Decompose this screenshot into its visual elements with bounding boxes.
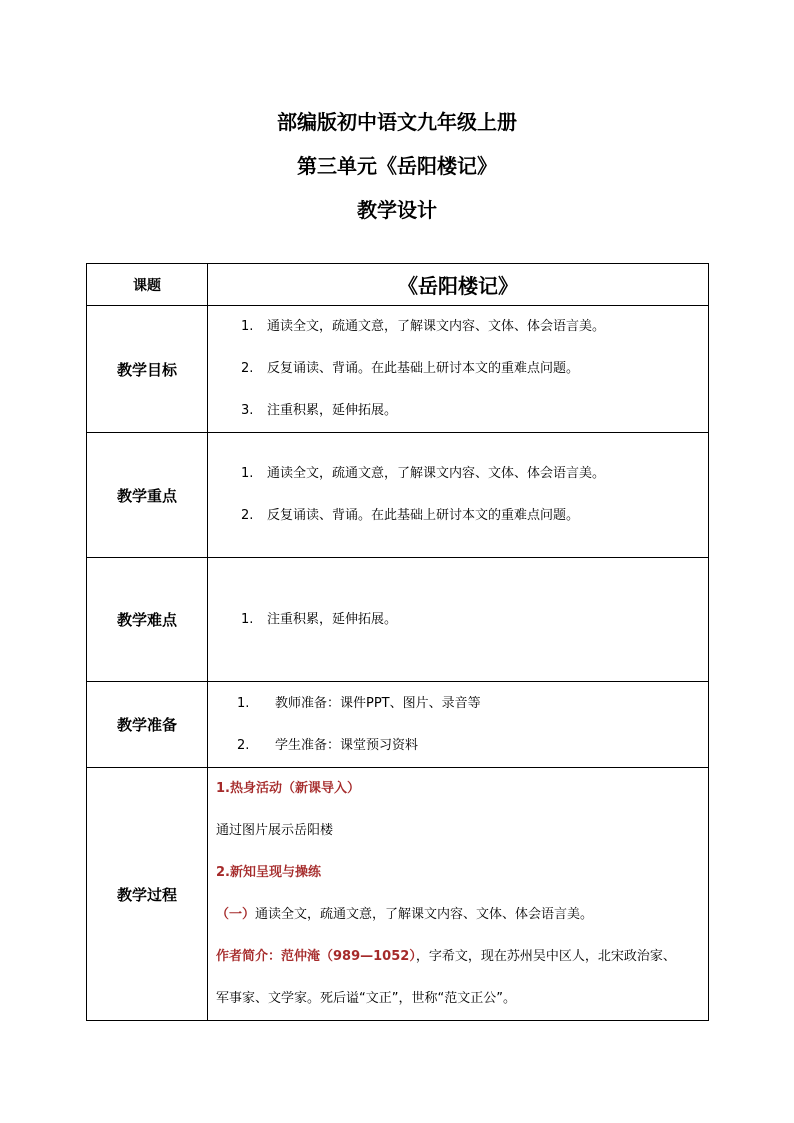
row-preparation [87, 682, 709, 768]
sub1-text: 通读全文，疏通文意，了解课文内容、文体、体会语言美。 [255, 907, 594, 922]
item-text: 注重积累，延伸拓展。 [267, 611, 398, 627]
item-number: 1. [237, 695, 250, 711]
item-text: 注重积累，延伸拓展。 [267, 403, 398, 418]
author-text-1: ，字希文，现在苏州吴中区人，北宋政治家、 [415, 949, 676, 964]
preparation-label: 教学准备 [87, 682, 208, 768]
process-label: 教学过程 [87, 768, 208, 1021]
difficulties-cell [208, 558, 709, 682]
process-content [208, 768, 708, 1020]
item-text: 通读全文，疏通文意，了解课文内容、文体、体会语言美。 [267, 319, 606, 334]
list-item [208, 306, 708, 348]
objectives-cell [208, 306, 709, 433]
preparation-list [208, 683, 708, 767]
title-line-unit: 第三单元《岳阳楼记》 [297, 154, 497, 178]
item-number: 1. [241, 319, 254, 334]
item-number: 1. [241, 466, 254, 481]
item-number: 2. [241, 361, 254, 376]
list-item [208, 683, 708, 725]
sub1-line [216, 894, 708, 936]
item-text: 学生准备：课堂预习资料 [275, 737, 419, 753]
row-objectives [87, 306, 709, 433]
author-text-2: 军事家、文学家。死后谥“文正”，世称“范文正公”。 [216, 991, 516, 1006]
process-cell [208, 768, 709, 1021]
step2-heading: 2.新知呈现与操练 [216, 865, 321, 880]
item-text: 反复诵读、背诵。在此基础上研讨本文的重难点问题。 [267, 361, 580, 376]
title-line-type: 教学设计 [357, 198, 437, 222]
item-number: 1. [241, 611, 254, 627]
sub1-marker: （一） [216, 907, 256, 922]
key-points-cell [208, 433, 709, 558]
objectives-list [208, 306, 708, 432]
list-item [208, 453, 708, 495]
document-title [0, 100, 794, 232]
list-item [208, 390, 708, 432]
difficulties-list [208, 599, 708, 641]
lesson-plan-table [86, 263, 709, 1021]
item-number: 2. [237, 737, 250, 753]
item-text: 教师准备：课件PPT、图片、录音等 [275, 695, 481, 711]
list-item [208, 348, 708, 390]
row-process [87, 768, 709, 1021]
objectives-label: 教学目标 [87, 306, 208, 433]
list-item [208, 495, 708, 537]
list-item [208, 725, 708, 767]
difficulties-label: 教学难点 [87, 558, 208, 682]
preparation-cell [208, 682, 709, 768]
row-topic [87, 264, 709, 306]
list-item [208, 599, 708, 641]
row-key-points [87, 433, 709, 558]
row-difficulties [87, 558, 709, 682]
item-text: 通读全文，疏通文意，了解课文内容、文体、体会语言美。 [267, 466, 606, 481]
step1-heading: 1.热身活动（新课导入） [216, 781, 360, 796]
author-label: 作者简介：范仲淹（989—1052） [216, 949, 416, 964]
step1-text: 通过图片展示岳阳楼 [216, 823, 334, 838]
topic-label: 课题 [87, 264, 208, 306]
item-number: 3. [241, 403, 254, 418]
key-points-list [208, 453, 708, 537]
item-text: 反复诵读、背诵。在此基础上研讨本文的重难点问题。 [267, 508, 580, 523]
topic-value: 《岳阳楼记》 [208, 264, 709, 306]
item-number: 2. [241, 508, 254, 523]
key-points-label: 教学重点 [87, 433, 208, 558]
title-line-grade: 部编版初中语文九年级上册 [277, 110, 517, 134]
author-line-1 [216, 936, 708, 978]
